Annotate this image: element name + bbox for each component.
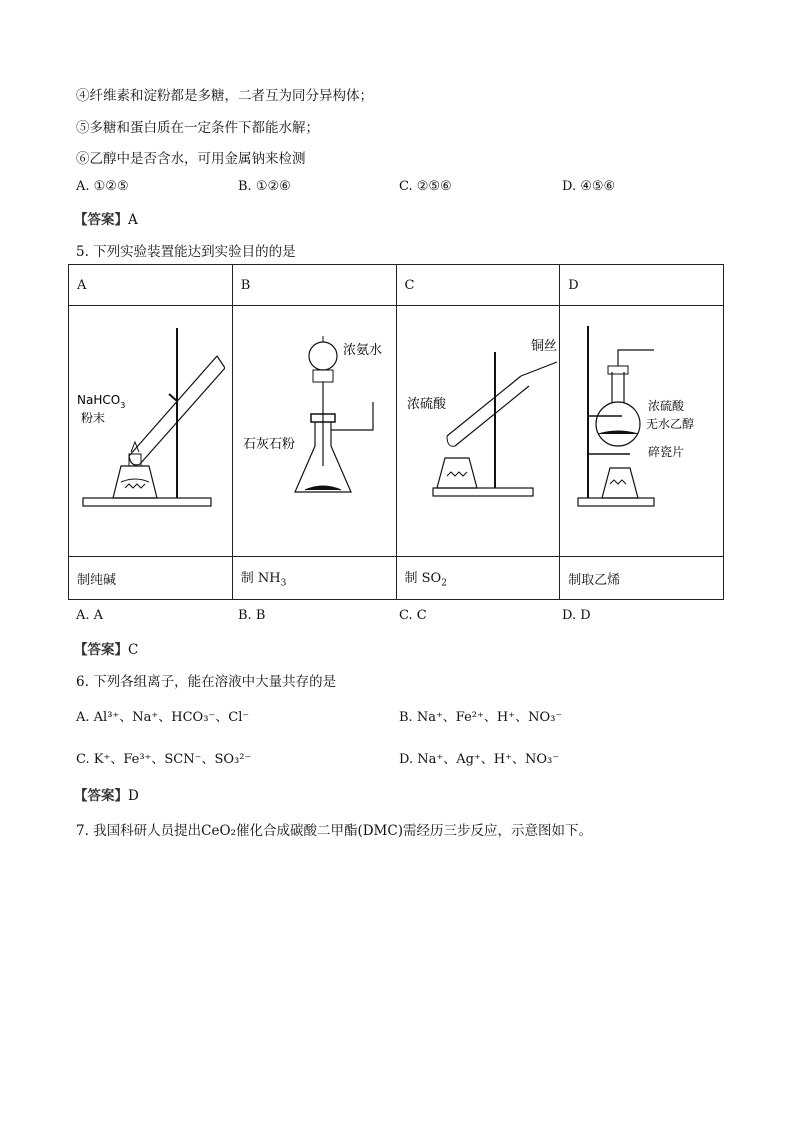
statement-5: ⑤多糖和蛋白质在一定条件下都能水解； [76,120,319,136]
q5-apparatus-table [68,264,724,600]
q6-option-d: D. Na⁺、Ag⁺、H⁺、NO₃⁻ [399,752,560,767]
figure-a-cell [69,306,233,557]
label-d: 制取乙烯 [560,557,724,600]
label-a: 制纯碱 [69,557,233,600]
fig-d-ethanol-label: 无水乙醇 [646,417,695,431]
q5-stem: 5. 下列实验装置能达到实验目的的是 [76,244,296,260]
q4-option-a: A. ①②⑤ [76,179,129,194]
header-b: B [232,265,396,306]
fig-d-chips-label: 碎瓷片 [648,445,685,459]
header-d: D [560,265,724,306]
fig-d-acid-label: 浓硫酸 [648,399,685,413]
q7-stem: 7. 我国科研人员提出CeO₂催化合成碳酸二甲酯(DMC)需经历三步反应，示意图如下。 [76,823,592,839]
figure-c-drawing [397,306,569,552]
header-c: C [396,265,560,306]
q5-answer: 【答案】C [74,642,139,658]
q4-option-d: D. ④⑤⑥ [562,179,616,194]
q5-option-a: A. A [76,608,104,623]
q6-option-c: C. K⁺、Fe³⁺、SCN⁻、SO₃²⁻ [76,752,252,767]
figure-b-drawing [233,306,400,552]
statement-6: ⑥乙醇中是否含水，可用金属钠来检测 [76,151,306,167]
label-b: 制 $NH_3$ [232,557,396,600]
fig-c-acid-label: 浓硫酸 [406,397,446,412]
figure-d-drawing [560,306,711,552]
answer-label: 【答案】 [74,212,128,228]
fig-a-chem-label: NaHCO$_3$ [77,393,126,410]
q4-option-b: B. ①②⑥ [238,179,291,194]
label-c: 制 $SO_2$ [396,557,560,600]
fig-b-reagent-label: 浓氨水 [342,343,382,358]
fig-a-powder-label: 粉末 [81,411,106,425]
q6-stem: 6. 下列各组离子，能在溶液中大量共存的是 [76,674,337,690]
q6-answer: 【答案】D [74,788,139,804]
figure-c-cell [396,306,560,557]
q5-option-c: C. C [399,608,427,623]
statement-4: ④纤维素和淀粉都是多糖，二者互为同分异构体； [76,88,373,104]
figure-b-cell [232,306,396,557]
q5-option-d: D. D [562,608,591,623]
q4-answer-value: A [128,212,138,228]
q4-answer [74,208,138,228]
fig-c-wire-label: 铜丝 [530,339,557,354]
header-a: A [69,265,233,306]
figure-a-drawing [69,306,225,552]
q6-option-b: B. Na⁺、Fe²⁺、H⁺、NO₃⁻ [399,710,563,725]
q5-option-b: B. B [238,608,266,623]
fig-b-solid-label: 石灰石粉 [242,437,295,452]
figure-d-cell [560,306,724,557]
q6-option-a: A. Al³⁺、Na⁺、HCO₃⁻、Cl⁻ [76,710,250,725]
q4-option-c: C. ②⑤⑥ [399,179,452,194]
